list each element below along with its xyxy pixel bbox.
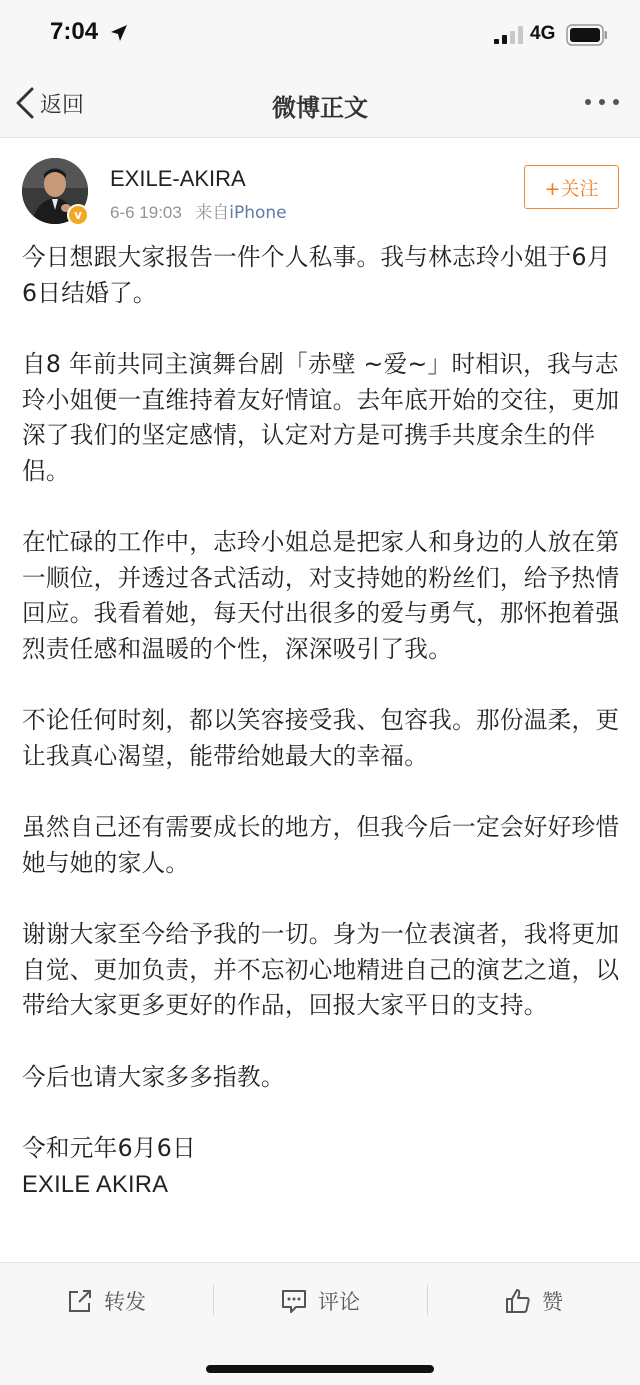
- verified-badge: v: [67, 204, 89, 226]
- post-paragraph: 今后也请大家多多指教。: [22, 1062, 285, 1091]
- post-source[interactable]: iPhone: [229, 203, 287, 223]
- back-label: 返回: [40, 92, 85, 118]
- post-paragraph: 自8 年前共同主演舞台剧「赤壁 ~爱~」时相识，我与志玲小姐便一直维持着友好情谊。去年底开始的交往，更加深了我们的坚定感情，认定对方是可携手共度余生的伴侣。: [22, 350, 620, 485]
- post-source-prefix: 来自: [195, 203, 230, 223]
- post-paragraph: 谢谢大家至今给予我的一切。身为一位表演者，我将更加自觉、更加负责，并不忘初心地精进自己的演艺之道，以带给大家更多更好的作品，回报大家平日的支持。: [22, 920, 620, 1019]
- comment-label: 评论: [318, 1290, 360, 1314]
- post-paragraph: 不论任何时刻，都以笑容接受我、包容我。那份温柔，更让我真心渴望，能带给她最大的幸福。: [22, 706, 620, 770]
- post-meta: [110, 198, 287, 223]
- repost-icon: [66, 1287, 94, 1315]
- repost-label: 转发: [104, 1290, 146, 1314]
- follow-button[interactable]: +关注: [524, 165, 619, 209]
- location-arrow-icon: [110, 24, 128, 42]
- repost-button[interactable]: [66, 1281, 146, 1321]
- signature-date: 令和元年6月6日: [22, 1134, 196, 1162]
- signal-icon: [494, 26, 524, 44]
- battery-icon: [566, 24, 608, 46]
- page-title: 微博正文: [272, 94, 368, 122]
- network-label: 4G: [530, 23, 556, 44]
- post-signature: [22, 1131, 622, 1203]
- like-label: 赞: [542, 1290, 563, 1314]
- post-paragraph: 在忙碌的工作中，志玲小姐总是把家人和身边的人放在第一顺位，并透过各式活动，对支持她的粉丝们，给予热情回应。我看着她，每天付出很多的爱与勇气，那怀抱着强烈责任感和温暖的个性，深深吸引了我。: [22, 528, 620, 663]
- action-bar: [0, 1262, 640, 1385]
- status-time: 7:04: [50, 18, 99, 45]
- post-paragraph: 今日想跟大家报告一件个人私事。我与林志玲小姐于6月6日结婚了。: [22, 243, 611, 307]
- author-header: [0, 138, 640, 233]
- comment-icon: [280, 1287, 308, 1315]
- action-divider: [427, 1285, 428, 1315]
- home-indicator[interactable]: [206, 1365, 434, 1373]
- post-body: [22, 240, 622, 1203]
- signature-name: EXILE AKIRA: [22, 1171, 169, 1198]
- nav-bar: [0, 68, 640, 138]
- post-time: 6-6 19:03: [110, 203, 182, 222]
- thumbs-up-icon: [504, 1287, 532, 1315]
- comment-button[interactable]: [280, 1281, 360, 1321]
- author-name[interactable]: EXILE-AKIRA: [110, 166, 246, 191]
- like-button[interactable]: [504, 1281, 563, 1321]
- action-divider: [213, 1285, 214, 1315]
- more-dots-icon[interactable]: [582, 92, 622, 112]
- post-paragraph: 虽然自己还有需要成长的地方，但我今后一定会好好珍惜她与她的家人。: [22, 813, 620, 877]
- status-bar: [0, 0, 640, 68]
